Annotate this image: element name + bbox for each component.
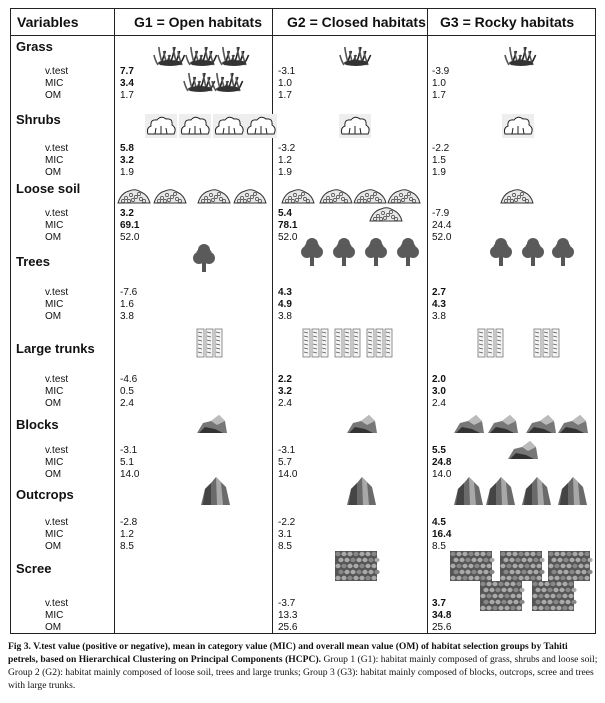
stat-value: -3.1 <box>278 445 296 456</box>
header-variables: Variables <box>17 14 79 30</box>
stat-value: 3.2 <box>278 386 292 397</box>
stat-value: 5.1 <box>120 457 134 468</box>
stat-value: -2.8 <box>120 517 138 528</box>
loose-soil-icon <box>233 185 267 205</box>
header-g2: G2 = Closed habitats <box>287 14 426 30</box>
stat-label: MIC <box>45 299 64 310</box>
stat-label: v.test <box>45 143 69 154</box>
loose-soil-icon <box>369 203 403 223</box>
stat-value: 4.3 <box>278 287 292 298</box>
stat-value: 5.5 <box>432 445 446 456</box>
header-rule <box>11 35 595 36</box>
stat-value: 3.8 <box>432 311 446 322</box>
tree-icon <box>301 240 323 267</box>
stat-label: v.test <box>45 287 69 298</box>
stat-value: 2.2 <box>278 374 292 385</box>
tree-icon <box>522 240 544 267</box>
header-g1: G1 = Open habitats <box>134 14 262 30</box>
block-icon <box>195 409 228 435</box>
loose-soil-icon <box>353 185 387 205</box>
stat-value: 4.9 <box>278 299 292 310</box>
large-trunk-icon <box>532 327 562 359</box>
stat-label: v.test <box>45 445 69 456</box>
scree-icon <box>480 581 522 611</box>
stat-value: -2.2 <box>432 143 450 154</box>
column-divider <box>427 9 428 633</box>
stat-value: 25.6 <box>432 622 452 633</box>
stat-value: 1.9 <box>278 167 292 178</box>
tree-icon <box>397 240 419 267</box>
large-trunk-icon <box>476 327 506 359</box>
caption-text: Group 1 (G1): habitat mainly composed of grass, shrubs and loose soil; Group 2 (G2): habitat mainly composed of loose soil, trees and large trunks; Group 3 (G3): habitat mainly composed of blocks, outcrops, scree and trees with large trunks. <box>8 654 598 691</box>
stat-value: 5.7 <box>278 457 292 468</box>
figure-caption <box>8 640 598 692</box>
stat-value: 52.0 <box>432 232 452 243</box>
stat-value: 69.1 <box>120 220 140 231</box>
category-label: Loose soil <box>16 181 81 196</box>
grass-icon <box>213 67 243 95</box>
stat-label: v.test <box>45 66 69 77</box>
stat-label: v.test <box>45 598 69 609</box>
block-icon <box>345 409 378 435</box>
outcrop-icon <box>199 475 232 506</box>
tree-icon <box>193 246 215 273</box>
category-label: Grass <box>16 39 53 54</box>
stat-value: -7.6 <box>120 287 138 298</box>
shrub-icon <box>145 114 177 138</box>
grass-icon <box>341 41 371 69</box>
stat-label: OM <box>45 469 62 480</box>
stat-value: 16.4 <box>432 529 452 540</box>
stat-value: 8.5 <box>432 541 446 552</box>
stat-value: 4.3 <box>432 299 446 310</box>
large-trunk-icon <box>195 327 225 359</box>
stat-value: -3.2 <box>278 143 296 154</box>
loose-soil-icon <box>281 185 315 205</box>
loose-soil-icon <box>500 185 534 205</box>
stat-value: -3.9 <box>432 66 450 77</box>
loose-soil-icon <box>117 185 151 205</box>
stat-label: OM <box>45 90 62 101</box>
large-trunk-icon <box>365 327 395 359</box>
stat-label: v.test <box>45 208 69 219</box>
stat-value: 2.7 <box>432 287 446 298</box>
stat-label: OM <box>45 167 62 178</box>
stat-value: 1.0 <box>278 78 292 89</box>
stat-value: 3.1 <box>278 529 292 540</box>
outcrop-icon <box>345 475 378 506</box>
column-divider <box>114 9 115 633</box>
stat-value: 3.2 <box>120 155 134 166</box>
stat-value: 1.9 <box>120 167 134 178</box>
large-trunk-icon <box>333 327 363 359</box>
block-icon <box>452 409 485 435</box>
tree-icon <box>333 240 355 267</box>
stat-value: 34.8 <box>432 610 452 621</box>
grass-icon <box>187 41 217 69</box>
stat-label: MIC <box>45 610 64 621</box>
stat-value: 2.4 <box>278 398 292 409</box>
stat-value: 1.5 <box>432 155 446 166</box>
stat-value: 24.4 <box>432 220 452 231</box>
loose-soil-icon <box>197 185 231 205</box>
grass-icon <box>155 41 185 69</box>
loose-soil-icon <box>387 185 421 205</box>
scree-icon <box>548 551 590 581</box>
stat-value: 5.8 <box>120 143 134 154</box>
outcrop-icon <box>484 475 517 506</box>
shrub-icon <box>502 114 534 138</box>
tree-icon <box>365 240 387 267</box>
stat-value: 3.0 <box>432 386 446 397</box>
stat-value: 4.5 <box>432 517 446 528</box>
stat-value: 2.4 <box>120 398 134 409</box>
category-label: Shrubs <box>16 112 61 127</box>
category-label: Large trunks <box>16 341 95 356</box>
stat-label: OM <box>45 622 62 633</box>
stat-label: MIC <box>45 78 64 89</box>
stat-value: 8.5 <box>278 541 292 552</box>
stat-value: 1.7 <box>432 90 446 101</box>
shrub-icon <box>179 114 211 138</box>
stat-label: MIC <box>45 155 64 166</box>
stat-value: 13.3 <box>278 610 298 621</box>
stat-value: -3.7 <box>278 598 296 609</box>
loose-soil-icon <box>319 185 353 205</box>
header-g3: G3 = Rocky habitats <box>440 14 575 30</box>
stat-label: OM <box>45 398 62 409</box>
caption-title: Fig 3. V.test value (positive or negative), mean in category value (MIC) and overall mean value (OM) of habitat selection groups by Tahiti petrels, based on Hierarchical Clustering on Principal Components (HCPC). <box>8 641 568 665</box>
scree-icon <box>500 551 542 581</box>
stat-value: 1.2 <box>120 529 134 540</box>
stat-value: -7.9 <box>432 208 450 219</box>
stat-value: 3.2 <box>120 208 134 219</box>
stat-value: -2.2 <box>278 517 296 528</box>
block-icon <box>486 409 519 435</box>
stat-value: -4.6 <box>120 374 138 385</box>
stat-value: 24.8 <box>432 457 452 468</box>
stat-label: MIC <box>45 386 64 397</box>
stat-value: 14.0 <box>432 469 452 480</box>
grass-icon <box>506 41 536 69</box>
stat-value: 14.0 <box>278 469 298 480</box>
stat-value: 2.0 <box>432 374 446 385</box>
block-icon <box>506 435 539 461</box>
scree-icon <box>532 581 574 611</box>
stat-value: -3.1 <box>120 445 138 456</box>
stat-value: 1.7 <box>278 90 292 101</box>
grass-icon <box>185 67 215 95</box>
shrub-icon <box>339 114 371 138</box>
stat-label: OM <box>45 541 62 552</box>
stat-value: 52.0 <box>278 232 298 243</box>
stat-value: 14.0 <box>120 469 140 480</box>
scree-icon <box>450 551 492 581</box>
loose-soil-icon <box>153 185 187 205</box>
stat-value: 1.2 <box>278 155 292 166</box>
outcrop-icon <box>520 475 553 506</box>
stat-value: 8.5 <box>120 541 134 552</box>
stat-value: 1.7 <box>120 90 134 101</box>
shrub-icon <box>245 114 277 138</box>
block-icon <box>556 409 589 435</box>
stat-value: 3.4 <box>120 78 134 89</box>
stat-value: 3.7 <box>432 598 446 609</box>
large-trunk-icon <box>301 327 331 359</box>
stat-value: 2.4 <box>432 398 446 409</box>
stat-label: v.test <box>45 374 69 385</box>
stat-value: 3.8 <box>278 311 292 322</box>
category-label: Scree <box>16 561 52 576</box>
stat-label: MIC <box>45 457 64 468</box>
stat-value: 7.7 <box>120 66 134 77</box>
stat-label: MIC <box>45 220 64 231</box>
stat-value: 1.9 <box>432 167 446 178</box>
shrub-icon <box>213 114 245 138</box>
stat-label: OM <box>45 232 62 243</box>
stat-value: 78.1 <box>278 220 298 231</box>
category-label: Outcrops <box>16 487 74 502</box>
outcrop-icon <box>556 475 589 506</box>
tree-icon <box>490 240 512 267</box>
stat-value: 5.4 <box>278 208 292 219</box>
grass-icon <box>219 41 249 69</box>
category-label: Blocks <box>16 417 59 432</box>
tree-icon <box>552 240 574 267</box>
category-label: Trees <box>16 254 50 269</box>
outcrop-icon <box>452 475 485 506</box>
column-divider <box>272 9 273 633</box>
stat-label: MIC <box>45 529 64 540</box>
stat-value: 1.0 <box>432 78 446 89</box>
stat-value: 1.6 <box>120 299 134 310</box>
stat-value: 25.6 <box>278 622 298 633</box>
stat-value: 3.8 <box>120 311 134 322</box>
scree-icon <box>335 551 377 581</box>
habitat-table <box>10 8 596 634</box>
block-icon <box>524 409 557 435</box>
stat-label: OM <box>45 311 62 322</box>
stat-value: -3.1 <box>278 66 296 77</box>
stat-value: 52.0 <box>120 232 140 243</box>
stat-label: v.test <box>45 517 69 528</box>
stat-value: 0.5 <box>120 386 134 397</box>
